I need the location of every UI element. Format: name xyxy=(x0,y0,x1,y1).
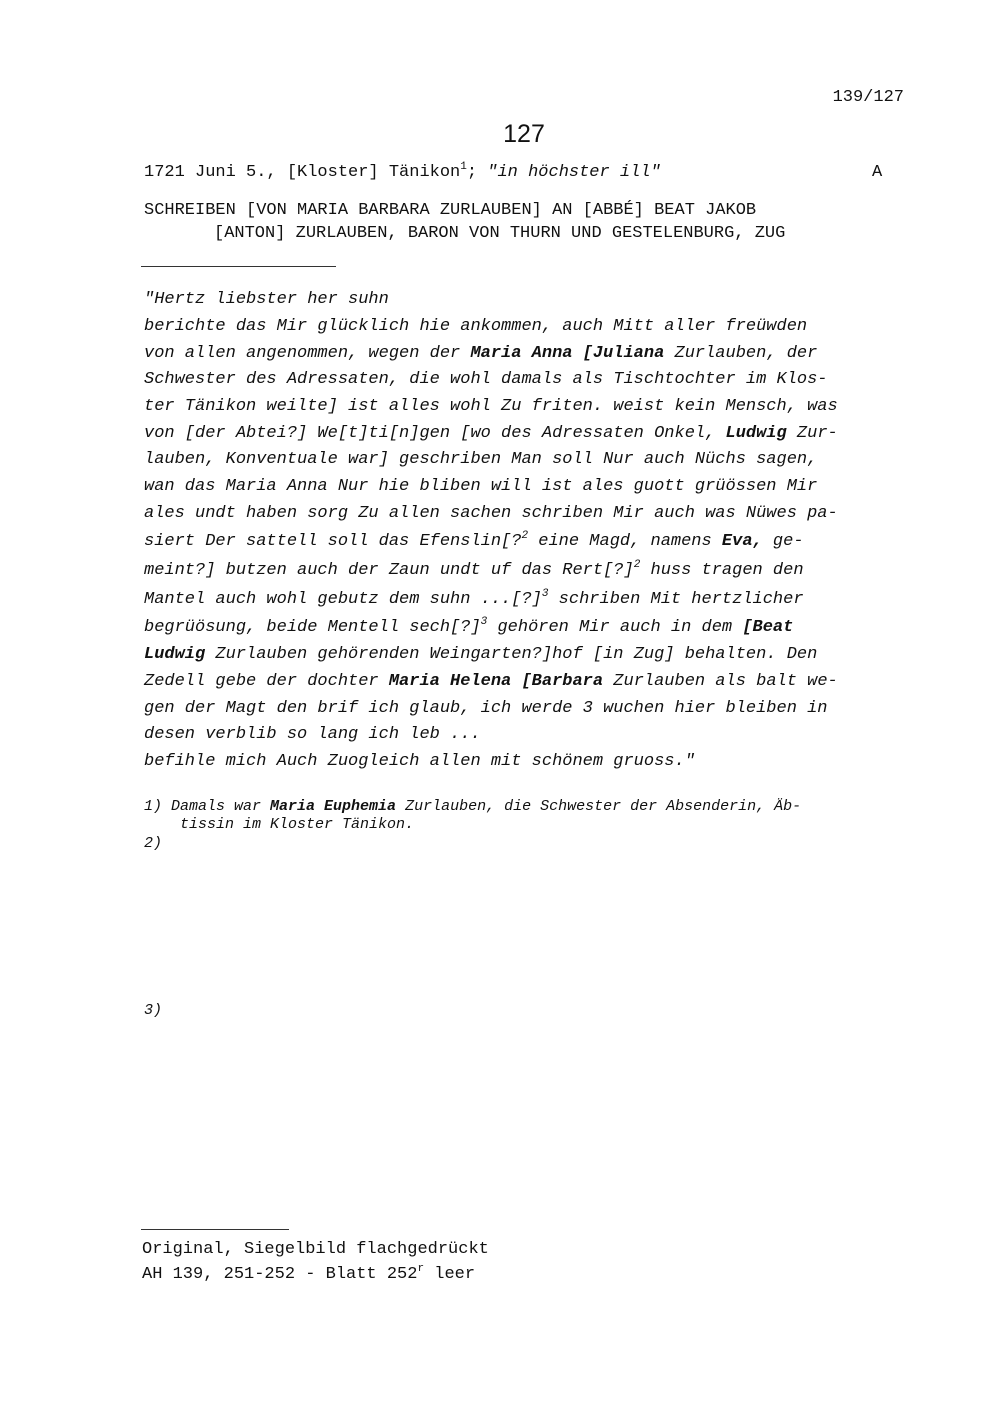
document-number: 127 xyxy=(503,120,545,148)
letter-line: lauben, Konventuale war] geschriben Man soll Nur auch Nüchs sagen, xyxy=(144,450,818,469)
name-emphasis: [Beat xyxy=(742,618,794,637)
date-place-separator: ; xyxy=(466,163,488,182)
letter-line: Schwester des Adressaten, die wohl damals als Tischtochter im Klos- xyxy=(144,370,828,389)
name-emphasis: Maria Euphemia xyxy=(270,798,397,815)
letter-line xyxy=(144,672,838,691)
letter-line xyxy=(144,561,804,580)
text-span: Zurlauben, die Schwester der Absenderin, Äb- xyxy=(396,798,802,815)
recto-superscript: r xyxy=(417,1263,425,1275)
text-span: Zur- xyxy=(786,424,838,443)
letter-line: ter Tänikon weilte] ist alles wohl Zu friten. weist kein Mensch, was xyxy=(144,397,838,416)
letter-line: wan das Maria Anna Nur hie bliben will ist ales guott grüössen Mir xyxy=(144,477,818,496)
text-span: Zedell gebe der dochter xyxy=(144,672,389,691)
source-note-archive xyxy=(142,1265,475,1284)
text-span: schriben Mit hertzlicher xyxy=(548,590,804,609)
date-place: 1721 Juni 5., [Kloster] Tänikon xyxy=(144,163,461,182)
page-reference: 139/127 xyxy=(832,88,904,107)
text-span: von allen angenommen, wegen der xyxy=(144,344,471,363)
text-span: begrüösung, beide Mentell sech[?] xyxy=(144,618,481,637)
name-emphasis: Ludwig xyxy=(725,424,787,443)
text-span: 1) Damals war xyxy=(144,798,271,815)
name-emphasis: Maria Helena [Barbara xyxy=(388,672,604,691)
footnote-ref-1: 1 xyxy=(460,161,467,173)
letter-line: gen der Magt den brif ich glaub, ich werde 3 wuchen hier bleiben in xyxy=(144,699,828,718)
text-span: huss tragen den xyxy=(640,561,804,580)
text-span: meint?] butzen auch der Zaun undt uf das Rert[?] xyxy=(144,561,634,580)
text-span: von [der Abtei?] We[t]ti[n]gen [wo des Adressaten Onkel, xyxy=(144,424,726,443)
quoted-place: "in höchster ill" xyxy=(487,163,661,182)
title-line-1: SCHREIBEN [VON MARIA BARBARA ZURLAUBEN] AN [ABBÉ] BEAT JAKOB xyxy=(144,201,757,220)
letter-line: "Hertz liebster her suhn xyxy=(144,290,389,309)
text-span: Zurlauben, der xyxy=(664,344,818,363)
text-span: AH 139, 251-252 - Blatt 252 xyxy=(142,1265,418,1284)
letter-line xyxy=(144,618,793,637)
text-span: Zurlauben als balt we- xyxy=(603,672,838,691)
name-emphasis: Maria Anna [Juliana xyxy=(470,344,665,363)
footnote-2: 2) xyxy=(144,835,163,852)
name-emphasis: Ludwig xyxy=(144,645,206,664)
footnote-ref-3: 3 xyxy=(541,588,549,600)
footnote-1-continued: tissin im Kloster Tänikon. xyxy=(180,816,415,833)
separator-rule xyxy=(141,266,336,267)
footnote-ref-2: 2 xyxy=(633,559,641,571)
footnote-1 xyxy=(144,798,801,815)
text-span: eine Magd, namens xyxy=(528,532,722,551)
letter-line xyxy=(144,590,804,609)
footnote-ref-3: 3 xyxy=(480,616,488,628)
name-emphasis: Eva, xyxy=(721,532,763,551)
text-span: Zurlauben gehörenden Weingarten?]hof [in Zug] behalten. Den xyxy=(205,645,818,664)
archive-letter: A xyxy=(872,163,883,182)
letter-line: desen verblib so lang ich leb ... xyxy=(144,725,481,744)
footnote-3: 3) xyxy=(144,1002,163,1019)
text-span: siert Der sattell soll das Efenslin[? xyxy=(144,532,522,551)
letter-line: ales undt haben sorg Zu allen sachen schriben Mir auch was Nüwes pa- xyxy=(144,504,838,523)
text-span: Mantel auch wohl gebutz dem suhn ...[?] xyxy=(144,590,542,609)
letter-line xyxy=(144,645,817,664)
source-separator-rule xyxy=(141,1229,289,1230)
letter-line xyxy=(144,424,838,443)
date-place-line xyxy=(144,163,661,182)
source-note-original: Original, Siegelbild flachgedrückt xyxy=(142,1240,489,1259)
text-span: ge- xyxy=(762,532,804,551)
letter-line: befihle mich Auch Zuogleich allen mit schönem gruoss." xyxy=(144,752,695,771)
letter-line xyxy=(144,532,804,551)
text-span: leer xyxy=(424,1265,476,1284)
footnote-ref-2: 2 xyxy=(521,530,529,542)
letter-line: berichte das Mir glücklich hie ankommen, auch Mitt aller freüwden xyxy=(144,317,808,336)
text-span: gehören Mir auch in dem xyxy=(487,618,743,637)
letter-line xyxy=(144,344,817,363)
title-line-2: [ANTON] ZURLAUBEN, BARON VON THURN UND GESTELENBURG, ZUG xyxy=(214,224,786,243)
